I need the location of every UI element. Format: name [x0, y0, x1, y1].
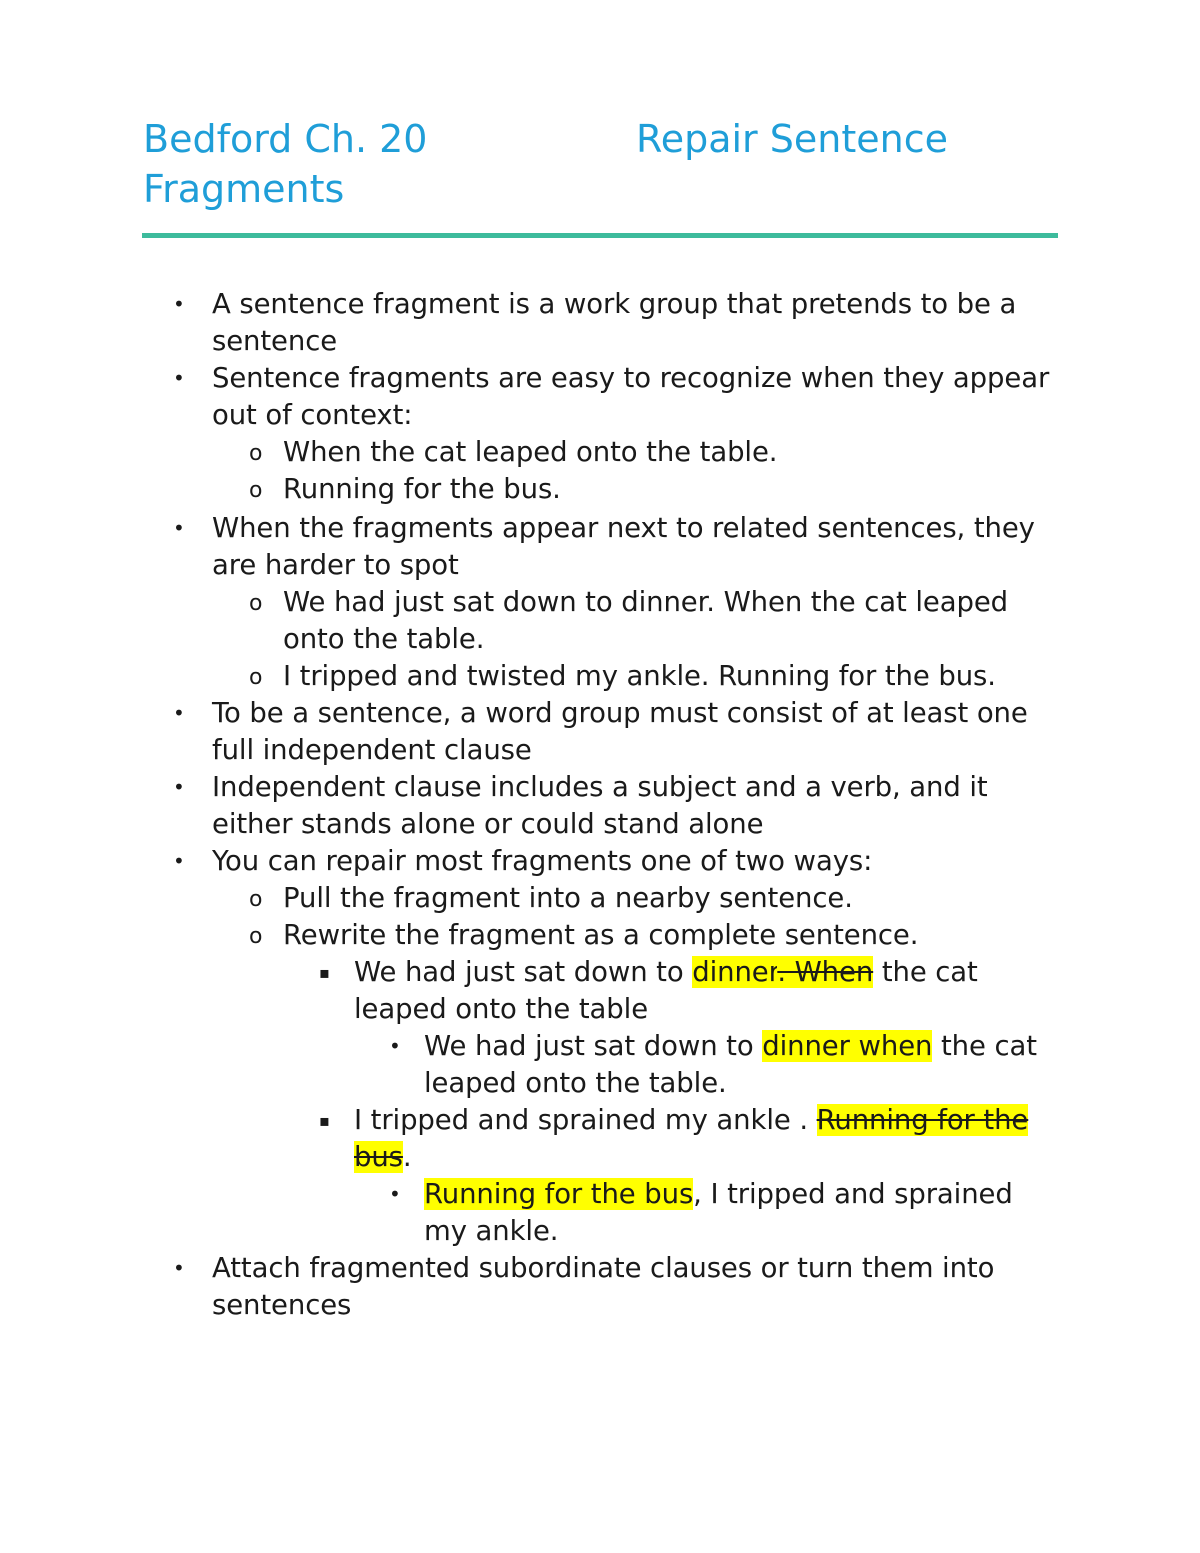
list-item-text: Independent clause includes a subject and a verb, and it either stands alone or could stand alone: [212, 771, 988, 840]
list-item: [143, 658, 1063, 695]
circle-bullet-icon: o: [249, 887, 263, 912]
list-item-text: I tripped and twisted my ankle. Running for the bus.: [283, 660, 996, 692]
bullet-icon: •: [173, 292, 185, 316]
notes-list: [143, 286, 1063, 1324]
highlight: dinner: [692, 956, 778, 988]
list-item: [143, 695, 1063, 769]
list-item-text: When the fragments appear next to related sentences, they are harder to spot: [212, 512, 1035, 581]
list-item-text: Attach fragmented subordinate clauses or turn them into sentences: [212, 1252, 995, 1321]
page-title: [143, 114, 1058, 214]
list-item-text: We had just sat down to dinner. When the cat leaped onto the table.: [283, 586, 1008, 655]
list-item: [143, 584, 1063, 658]
highlight: dinner when: [762, 1030, 933, 1062]
bullet-icon: •: [173, 849, 185, 873]
bullet-icon: •: [389, 1034, 401, 1058]
list-item-text: Running for the bus.: [283, 473, 561, 505]
bullet-icon: •: [389, 1182, 401, 1206]
circle-bullet-icon: o: [249, 441, 263, 466]
list-item: [143, 1176, 1063, 1250]
list-item-text: A sentence fragment is a work group that pretends to be a sentence: [212, 288, 1017, 357]
list-item: [143, 1250, 1063, 1324]
list-item-text: To be a sentence, a word group must consist of at least one full independent clause: [212, 697, 1028, 766]
list-item: [143, 843, 1063, 880]
list-item: [143, 510, 1063, 584]
example-text: I tripped and sprained my ankle . Running for the bus.: [354, 1104, 1029, 1173]
list-item: [143, 360, 1063, 434]
struck-highlight: . When: [777, 956, 874, 988]
example-text: We had just sat down to dinner when the cat leaped onto the table.: [424, 1030, 1037, 1099]
title-topic: Repair Sentence Fragments: [143, 117, 948, 211]
example-text: Running for the bus, I tripped and sprained my ankle.: [424, 1178, 1013, 1247]
circle-bullet-icon: o: [249, 591, 263, 616]
list-item: [143, 471, 1063, 508]
bullet-icon: •: [173, 701, 185, 725]
list-item: [143, 954, 1063, 1028]
list-item: [143, 434, 1063, 471]
list-item-text: When the cat leaped onto the table.: [283, 436, 778, 468]
list-item-text: Pull the fragment into a nearby sentence.: [283, 882, 853, 914]
bullet-icon: •: [173, 775, 185, 799]
title-chapter: Bedford Ch. 20: [143, 117, 428, 161]
square-bullet-icon: ▪: [319, 963, 330, 982]
title-divider: [142, 233, 1058, 238]
square-bullet-icon: ▪: [319, 1111, 330, 1130]
circle-bullet-icon: o: [249, 924, 263, 949]
list-item: [143, 1028, 1063, 1102]
list-item: [143, 769, 1063, 843]
list-item: [143, 880, 1063, 917]
list-item: [143, 917, 1063, 954]
list-item-text: Sentence fragments are easy to recognize when they appear out of context:: [212, 362, 1050, 431]
list-item: [143, 1102, 1063, 1176]
highlight: Running for the bus: [424, 1178, 694, 1210]
struck-highlight: Running for the bus: [354, 1104, 1029, 1173]
bullet-icon: •: [173, 366, 185, 390]
circle-bullet-icon: o: [249, 665, 263, 690]
list-item-text: Rewrite the fragment as a complete sentence.: [283, 919, 919, 951]
example-text: We had just sat down to dinner. When the cat leaped onto the table: [354, 956, 978, 1025]
list-item: [143, 286, 1063, 360]
circle-bullet-icon: o: [249, 478, 263, 503]
list-item-text: You can repair most fragments one of two ways:: [212, 845, 873, 877]
bullet-icon: •: [173, 1256, 185, 1280]
bullet-icon: •: [173, 516, 185, 540]
